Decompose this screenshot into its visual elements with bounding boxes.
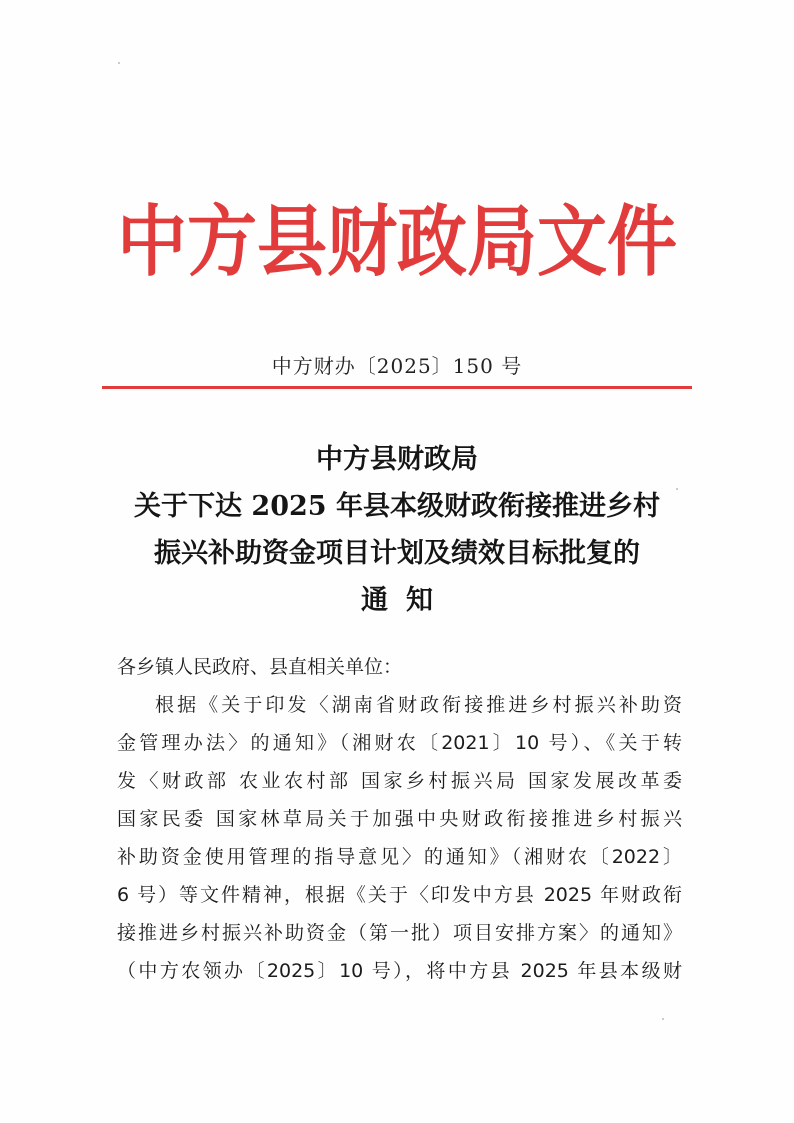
notice-title-line: 振兴补助资金项目计划及绩效目标批复的 [154,538,640,569]
document-header-title: 中方县财政局文件 [117,195,677,288]
paragraph-line: 金管理办法〉的通知》（湘财农〔2021〕10 号）、《关于转 [117,732,682,754]
paragraph-line: 发〈财政部 农业农村部 国家乡村振兴局 国家发展改革委 [117,770,682,792]
notice-title [100,436,694,624]
notice-title-line: 关于下达 2025 年县本级财政衔接推进乡村 [134,491,660,522]
paragraph-line: 根据《关于印发〈湖南省财政衔接推进乡村振兴补助资 [155,694,682,716]
paragraph-line: 6 号）等文件精神，根据《关于〈印发中方县 2025 年财政衔 [117,884,682,906]
scan-speck [662,1018,664,1020]
paragraph-line: 接推进乡村振兴补助资金（第一批）项目安排方案〉的通知》 [117,922,682,944]
notice-body [117,648,682,990]
salutation: 各乡镇人民政府、县直相关单位： [117,656,403,678]
notice-title-line: 通知 [361,585,451,616]
scan-speck [118,62,120,64]
red-divider-line [102,386,692,389]
scan-speck [676,488,678,490]
paragraph-line: 补助资金使用管理的指导意见〉的通知》（湘财农〔2022〕 [117,846,682,868]
paragraph-line: 国家民委 国家林草局关于加强中央财政衔接推进乡村振兴 [117,808,682,830]
paragraph-line: （中方农领办〔2025〕10 号），将中方县 2025 年县本级财 [117,960,682,982]
document-number: 中方财办〔2025〕150 号 [271,354,523,378]
notice-title-line: 中方县财政局 [316,444,478,475]
